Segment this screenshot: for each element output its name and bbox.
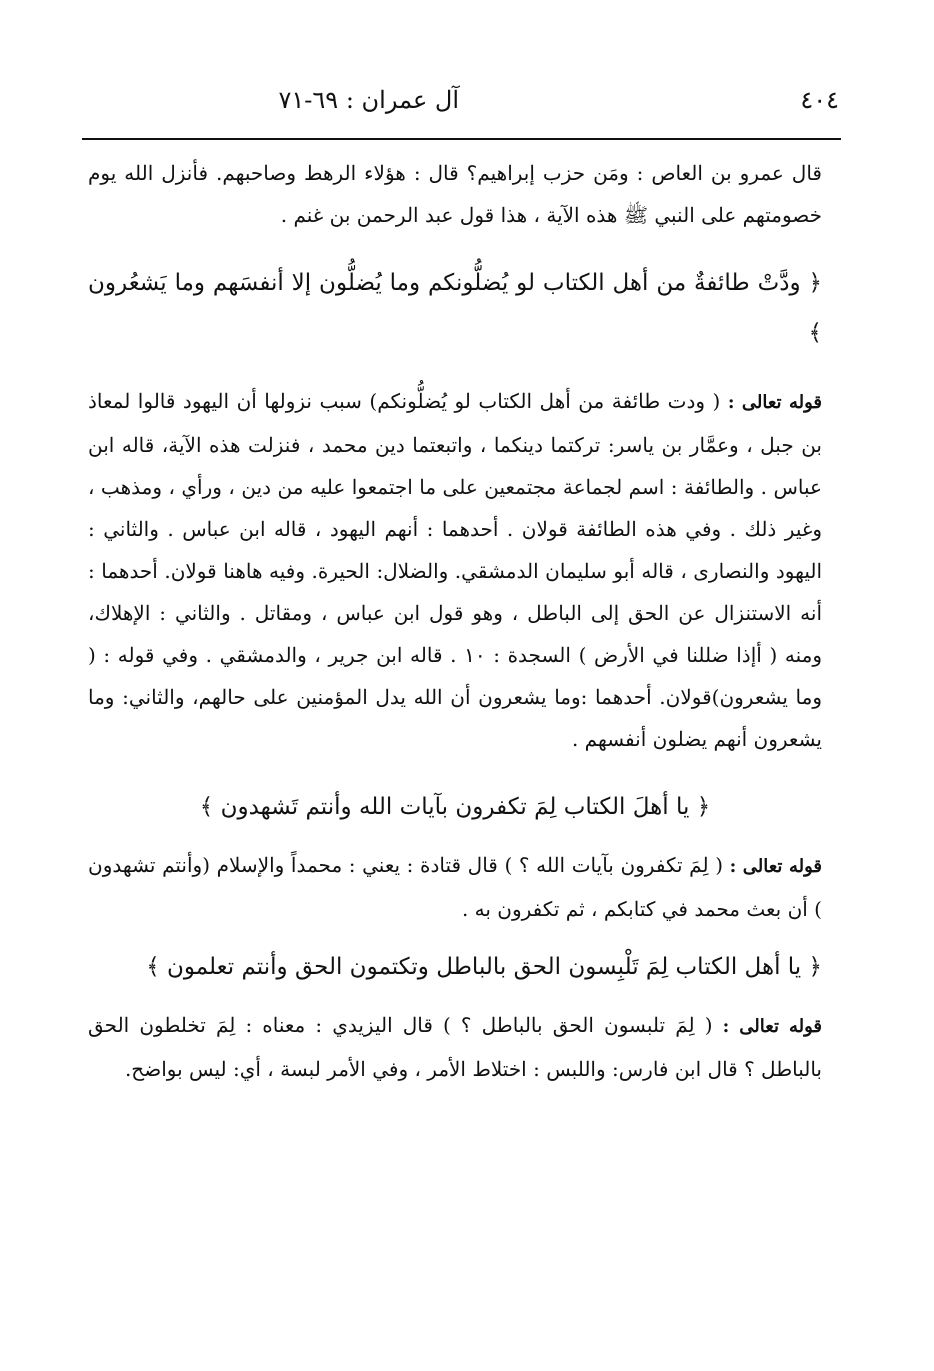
verse-71: ﴿ يا أهل الكتاب لِمَ تَلْبِسون الحق بالباطل وتكتمون الحق وأنتم تعلمون ﴾ (146, 954, 822, 980)
commentary-label: قوله تعالى : (729, 856, 822, 877)
paragraph-1: قال عمرو بن العاص : ومَن حزب إبراهيم؟ قال : هؤلاء الرهط وصاحبهم. فأنزل الله يوم خصومتهم على النبي ﷺ هذه الآية ، هذا قول عبد الرحمن بن غنم . (88, 161, 822, 227)
commentary-text: ( ودت طائفة من أهل الكتاب لو يُضلُّونكم) سبب نزولها أن اليهود قالوا لمعاذ بن جبل ، وعمَّار بن ياسر: تركتما دينكما ، واتبعتما دين محمد ، فنزلت هذه الآية، قاله ابن عباس . والطائفة : اسم لجماعة مجتمعين على ما اجتمعوا عليه من دين ، ورأي ، ومذهب ، وغير ذلك . وفي هذه الطائفة قولان . أحدهما : أنهم اليهود ، قاله ابن عباس . والثاني : اليهود والنصارى ، قاله أبو سليمان الدمشقي. والضلال: الحيرة. وفيه هاهنا قولان. أحدهما : أنه الاستنزال عن الحق إلى الباطل ، وهو قول ابن عباس ، ومقاتل . والثاني : الإهلاك، ومنه ( أإذا ضللنا في الأرض ) السجدة : ١٠ . قاله ابن جرير ، والدمشقي . وفي قوله : ( وما يشعرون)قولان. أحدهما :وما يشعرون أن الله يدل المؤمنين على حالهم، والثاني: وما يشعرون أنهم يضلون أنفسهم . (88, 389, 822, 751)
page-body (88, 152, 822, 1090)
commentary-label: قوله تعالى : (722, 1016, 823, 1037)
commentary-text: ( لِمَ تلبسون الحق بالباطل ؟ ) قال اليزيدي : معناه : لِمَ تخلطون الحق بالباطل ؟ قال ابن فارس: واللبس : اختلاط الأمر ، وفي الأمر لبسة ، أي: ليس بواضح. (88, 1013, 822, 1081)
paragraph-4 (88, 1004, 822, 1090)
commentary-text: ( لِمَ تكفرون بآيات الله ؟ ) قال قتادة : يعني : محمداً والإسلام (وأنتم تشهدون ) أن بعث محمد في كتابكم ، ثم تكفرون به . (88, 853, 822, 921)
running-header (90, 86, 839, 126)
header-rule (82, 138, 841, 140)
surah-reference: آل عمران : ٦٩-٧١ (278, 86, 459, 114)
verse-69: ﴿ ودَّتْ طائفةٌ من أهل الكتاب لو يُضلُّونكم وما يُضلُّون إلا أنفسَهم وما يَشعُرون ﴾ (88, 270, 822, 346)
paragraph-3 (88, 844, 822, 930)
paragraph-2 (88, 380, 822, 760)
page-number: ٤٠٤ (800, 86, 839, 114)
commentary-label: قوله تعالى : (727, 392, 822, 413)
verse-70: ﴿ يا أهلَ الكتاب لِمَ تكفرون بآيات الله وأنتم تَشهدون ﴾ (199, 794, 711, 820)
